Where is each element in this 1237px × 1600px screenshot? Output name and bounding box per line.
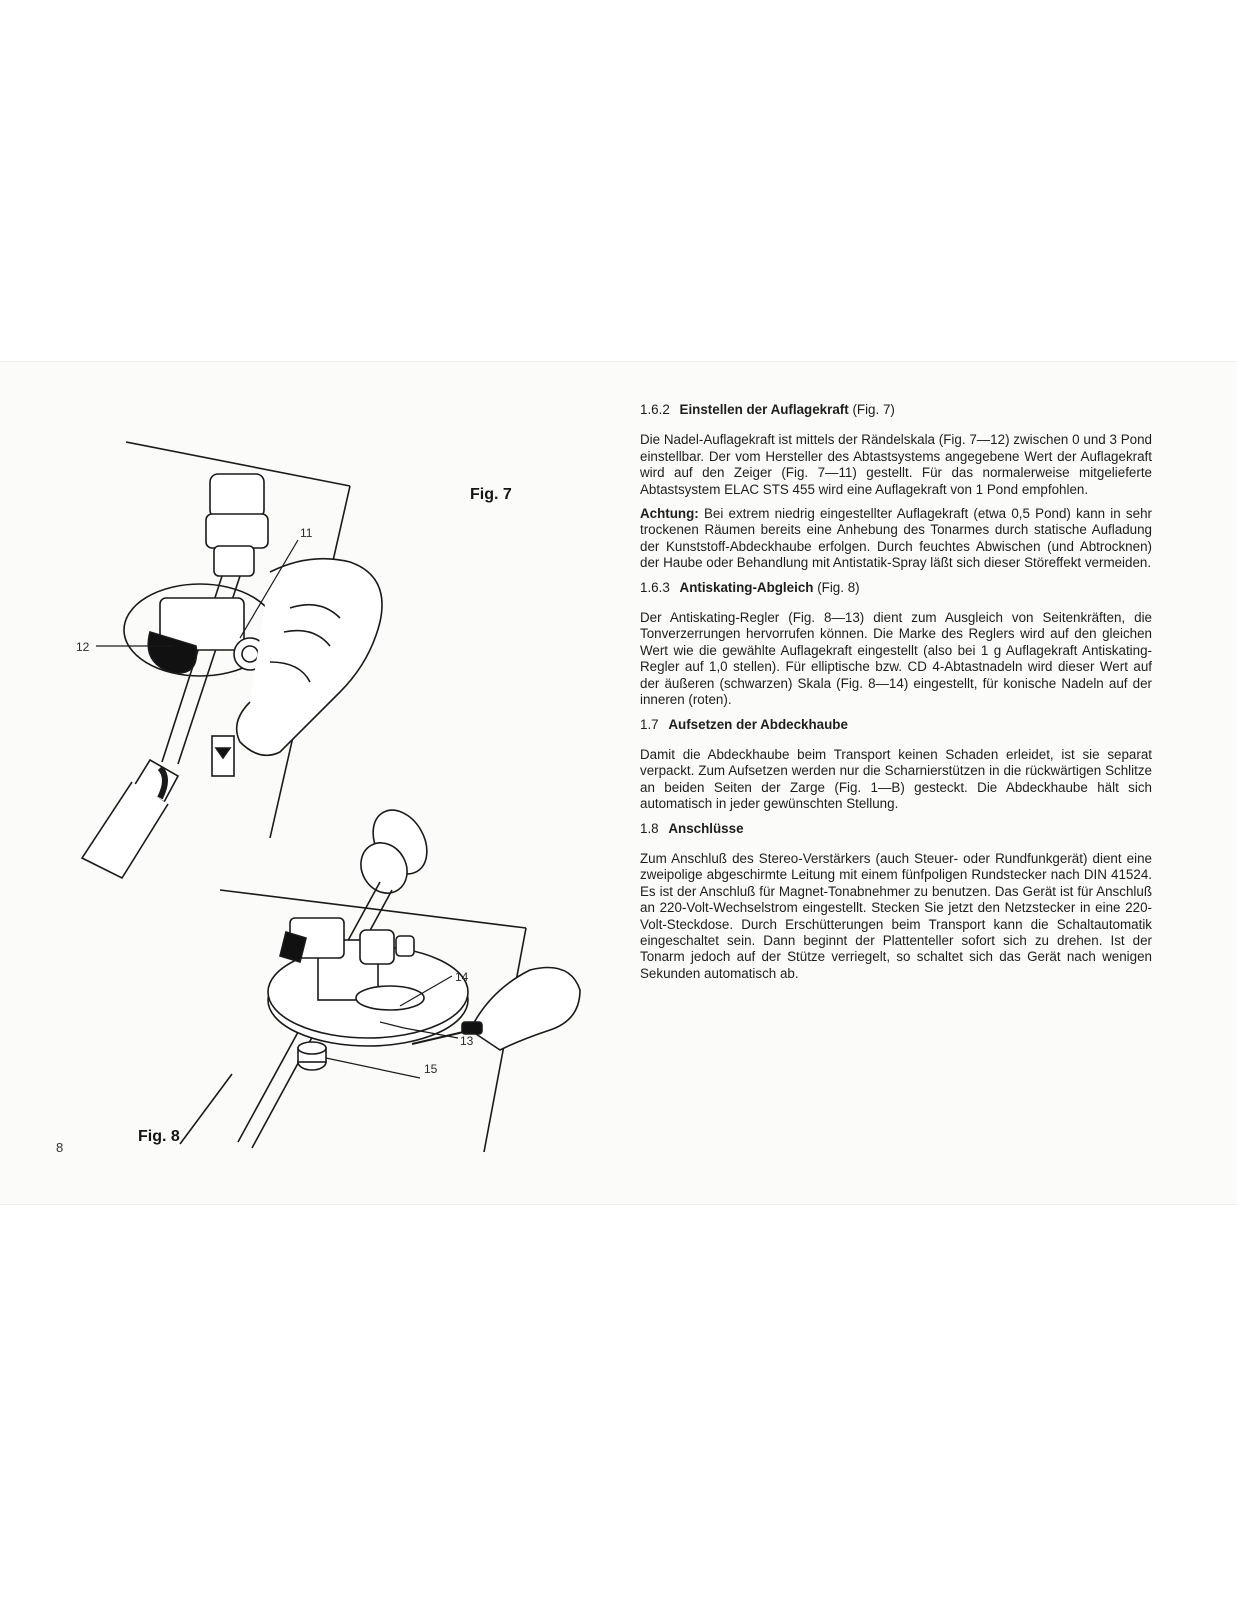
section-heading [640,580,1152,596]
section-heading [640,821,1152,837]
section-title: Anschlüsse [668,820,744,836]
section-1-6-3 [640,580,1152,709]
section-number: 1.6.2 [640,402,670,417]
section-number: 1.6.3 [640,579,670,595]
section-title: Einstellen der Auflagekraft [679,402,849,417]
section-title: Antiskating-Abgleich [679,579,814,595]
fig8-callout-14: 14 [455,970,469,984]
fig8-drawing [180,801,580,1152]
section-1-6-2 [640,402,1152,572]
paragraph: Der Antiskating-Regler (Fig. 8—13) dient zum Ausgleich von Seitenkräften, die Tonverzerrungen hervorrufen können. Die Marke des Reglers wird auf den gleichen Wert wie die gewählte Auflagekraft eingestellt (also bei 1 g Auflagekraft Antiskating-Regler auf 1,0 stellen). Für elliptische bzw. CD 4-Abtastnadeln wird dieser Wert auf der äußeren (schwarzen) Skala (Fig. 8—14) eingestellt, für konische Nadeln auf der inneren (roten). [640,610,1152,708]
section-number: 1.7 [640,716,659,732]
section-1-8 [640,821,1152,983]
warning-label: Achtung: [640,506,699,522]
section-heading [640,717,1152,733]
tonearm-illustration [0,362,620,1204]
section-number: 1.8 [640,820,659,836]
section-title: Aufsetzen der Abdeckhaube [668,716,848,732]
page-number: 8 [56,1140,64,1155]
text-column [640,396,1152,990]
fig7-callout-11: 11 [300,526,313,540]
paragraph: Die Nadel-Auflagekraft ist mittels der Rändelskala (Fig. 7—12) zwischen 0 und 3 Pond einstellbar. Der vom Hersteller des Abtastsystems angegebene Wert der Auflagekraft wird auf den Zeiger (Fig. 7—11) gestellt. Für das normalerweise mitgelieferte Abtastsystem ELAC STS 455 wird eine Auflagekraft von 1 Pond empfohlen. [640,432,1152,497]
section-figure-ref: (Fig. 8) [817,579,860,595]
paragraph-warning: Achtung: Bei extrem niedrig eingestellter Auflagekraft (etwa 0,5 Pond) kann in sehr trockenen Räumen bereits eine Anhebung des Tonarmes durch statische Aufladung der Kunststoff-Abdeckhaube erfolgen. Durch feuchtes Abwischen (und Abtrocknen) der Haube oder Behandlung mit Antistatik-Spray läßt sich dieser Störeffekt vermeiden. [640,506,1152,571]
paragraph: Damit die Abdeckhaube beim Transport keinen Schaden erleidet, ist sie separat verpackt. Zum Aufsetzen werden nur die Scharnierstützen in die rückwärtigen Schlitze an beiden Seiten der Zarge (Fig. 1—B) gesteckt. Die Abdeckhaube hält sich automatisch in jeder gewünschten Stellung. [640,746,1152,812]
figure-panel [0,362,620,1204]
fig8-callout-15: 15 [424,1062,438,1076]
fig7-callout-12: 12 [76,640,90,654]
section-figure-ref: (Fig. 7) [852,402,895,417]
fig7-drawing [82,442,382,878]
fig7-label: Fig. 7 [470,486,512,503]
paragraph: Zum Anschluß des Stereo-Verstärkers (auch Steuer- oder Rundfunkgerät) dient eine zweipolige abgeschirmte Leitung mit einem fünfpoligen Rundstecker nach DIN 41524. Es ist der Anschluß für Magnet-Tonabnehmer zu benutzen. Das Gerät ist für Anschluß an 220-Volt-Wechselstrom eingestellt. Stecken Sie jetzt den Netzstecker in eine 220-Volt-Steckdose. Durch Erschütterungen beim Transport kann die Schaltautomatik eingeschaltet sein. Dann beginnt der Plattenteller sofort sich zu drehen. Ist der Tonarm jedoch auf der Stütze verriegelt, so schaltet sich das Gerät nach wenigen Sekunden automatisch ab. [640,850,1152,981]
fig8-label: Fig. 8 [138,1128,180,1145]
section-heading [640,402,1152,418]
fig8-callout-13: 13 [460,1034,474,1048]
section-1-7 [640,717,1152,813]
